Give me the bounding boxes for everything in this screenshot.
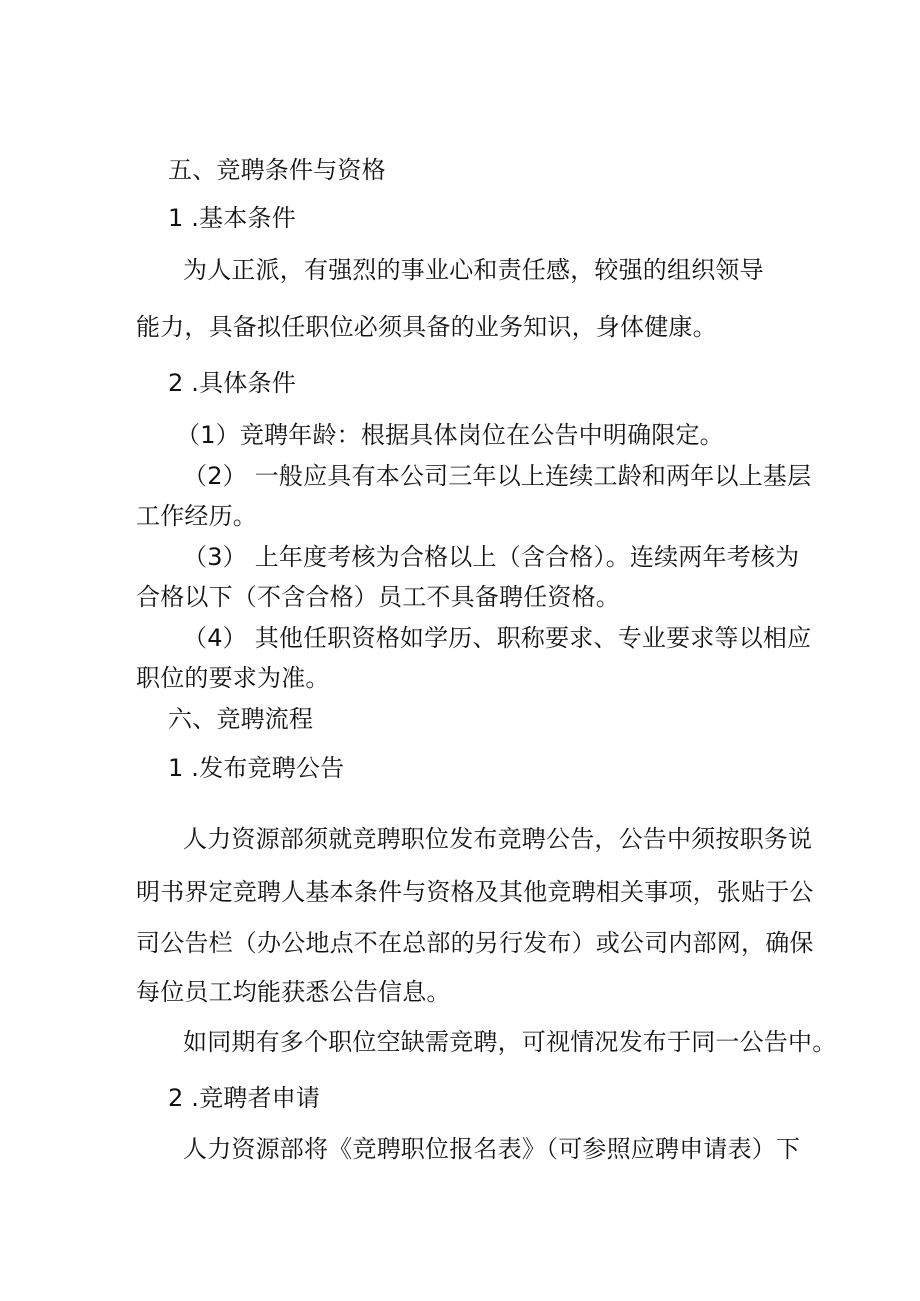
subheading-specific-conditions: 2 .具体条件 [168,369,296,397]
paragraph-line: 司公告栏（办公地点不在总部的另行发布）或公司内部网，确保 [136,929,814,957]
paragraph-line: 能力，具备拟任职位必须具备的业务知识，身体健康。 [136,313,717,341]
paragraph-line: 每位员工均能获悉公告信息。 [136,978,451,1006]
subheading-basic-conditions: 1 .基本条件 [168,204,296,232]
list-item-4-continued: 职位的要求为准。 [136,664,330,692]
section-heading-6: 六、竞聘流程 [168,705,314,733]
paragraph-line: 人力资源部将《竞聘职位报名表》（可参照应聘申请表）下 [183,1135,801,1163]
subheading-applicant-application: 2 .竞聘者申请 [168,1084,321,1112]
section-heading-5: 五、竞聘条件与资格 [168,156,386,184]
paragraph-line: 明书界定竞聘人基本条件与资格及其他竞聘相关事项，张贴于公 [136,878,814,906]
paragraph-line: 如同期有多个职位空缺需竞聘，可视情况发布于同一公告中。 [183,1028,837,1056]
paragraph-line: 为人正派，有强烈的事业心和责任感，较强的组织领导 [183,256,764,284]
subheading-publish-notice: 1 .发布竞聘公告 [168,754,345,782]
list-item-4: （4） 其他任职资格如学历、职称要求、专业要求等以相应 [183,624,812,652]
list-item-2-continued: 工作经历。 [136,502,257,530]
paragraph-line: 人力资源部须就竞聘职位发布竞聘公告，公告中须按职务说 [183,825,813,853]
list-item-3-continued: 合格以下（不含合格）员工不具备聘任资格。 [136,583,620,611]
list-item-2: （2） 一般应具有本公司三年以上连续工龄和两年以上基层 [183,462,812,490]
list-item-3: （3） 上年度考核为合格以上（含合格）。连续两年考核为 [183,543,800,571]
list-item-1: （1）竞聘年龄：根据具体岗位在公告中明确限定。 [176,421,724,449]
